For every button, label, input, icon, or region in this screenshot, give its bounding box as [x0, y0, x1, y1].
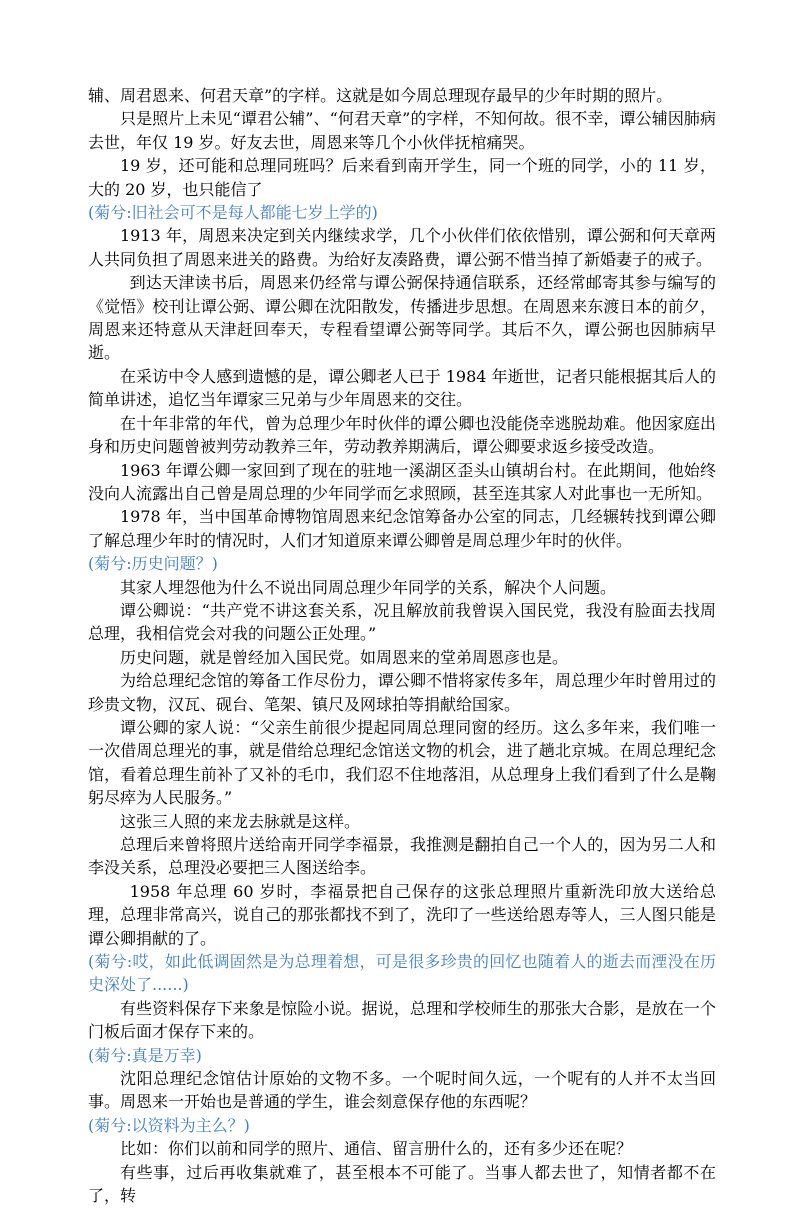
paragraph: 1913 年，周恩来决定到关内继续求学，几个小伙伴们依依惜别，谭公弼和何天章两人共同负担了周恩来进关的路费。为给好友凑路费，谭公弼不惜当掉了新婚妻子的戒子。	[88, 226, 716, 269]
document-body	[88, 84, 716, 1208]
paragraph: 1958 年总理 60 岁时，李福景把自己保存的这张总理照片重新洗印放大送给总理，总理非常高兴，说自己的那张都找不到了，洗印了一些送给恩寿等人，三人图只能是谭公卿捐献的了。	[88, 881, 716, 948]
paragraph: 这张三人照的来龙去脉就是这样。	[120, 811, 361, 831]
paragraph: 在采访中令人感到遗憾的是，谭公卿老人已于 1984 年逝世，记者只能根据其后人的简单讲述，追忆当年谭家三兄弟与少年周恩来的交往。	[88, 366, 716, 410]
paragraph: 谭公卿的家人说：“父亲生前很少提起同周总理同窗的经历。这么多年来，我们唯一一次借周总理光的事，就是借给总理纪念馆送文物的机会，进了趟北京城。在周总理纪念馆，看着总理生前补了又补的毛巾，我们忍不住地落泪，从总理身上我们看到了什么是鞠躬尽瘁为人民服务。”	[88, 717, 716, 808]
paragraph: 1963 年谭公卿一家回到了现在的驻地一溪湖区歪头山镇胡台村。在此期间，他始终没向人流露出自己曾是周总理的少年同学而乞求照顾，甚至连其家人对此事也一无所知。	[88, 460, 716, 503]
paragraph: 辅、周君恩来、何君天章”的字样。这就是如今周总理现存最早的少年时期的照片。	[88, 86, 673, 105]
paragraph: 谭公卿说：“共产党不讲这套关系，况且解放前我曾误入国民党，我没有脸面去找周总理，我相信党会对我的问题公正处理。”	[88, 600, 716, 644]
paragraph: 其家人埋怨他为什么不说出同周总理少年同学的关系，解决个人问题。	[120, 577, 617, 597]
paragraph: 19 岁，还可能和总理同班吗？后来看到南开学生，同一个班的同学，小的 11 岁，大的 20 岁，也只能信了	[88, 156, 716, 199]
annotation-note: (菊兮:旧社会可不是每人都能七岁上学的)	[88, 203, 378, 223]
annotation-note: (菊兮:以资料为主么？)	[88, 1115, 250, 1135]
paragraph: 比如：你们以前和同学的照片、通信、留言册什么的，还有多少还在呢？	[120, 1139, 633, 1159]
paragraph: 历史问题，就是曾经加入国民党。如周恩来的堂弟周恩彦也是。	[120, 647, 569, 667]
annotation-note: (菊兮:历史问题？)	[88, 554, 218, 574]
annotation-note: (菊兮:哎，如此低调固然是为总理着想，可是很多珍贵的回忆也随着人的逝去而湮没在历史深处了......)	[88, 952, 716, 995]
paragraph: 为给总理纪念馆的筹备工作尽份力，谭公卿不惜将家传多年，周总理少年时曾用过的珍贵文物，汉瓦、砚台、笔架、镇尺及网球拍等捐献给国家。	[88, 671, 716, 714]
paragraph: 总理后来曾将照片送给南开同学李福景，我推测是翻拍自己一个人的，因为另二人和李没关系，总理没必要把三人图送给李。	[88, 835, 716, 878]
paragraph: 只是照片上未见“谭君公辅”、“何君天章”的字样，不知何故。很不幸，谭公辅因肺病去世，年仅 19 岁。好友去世，周恩来等几个小伙伴抚棺痛哭。	[88, 109, 716, 152]
paragraph: 在十年非常的年代，曾为总理少年时伙伴的谭公卿也没能侥幸逃脱劫难。他因家庭出身和历史问题曾被判劳动教养三年，劳动教养期满后，谭公卿要求返乡接受改造。	[88, 413, 716, 457]
paragraph: 1978 年，当中国革命博物馆周恩来纪念馆筹备办公室的同志，几经辗转找到谭公卿了解总理少年时的情况时，人们才知道原来谭公卿曾是周总理少年时的伙伴。	[88, 507, 716, 550]
annotation-note: (菊兮:真是万幸)	[88, 1045, 202, 1065]
paragraph: 有些事，过后再收集就难了，甚至根本不可能了。当事人都去世了，知情者都不在了，转	[88, 1162, 716, 1206]
paragraph: 到达天津读书后，周恩来仍经常与谭公弼保持通信联系，还经常邮寄其参与编写的《觉悟》校刊让谭公弼、谭公卿在沈阳散发，传播进步思想。在周恩来东渡日本的前夕，周恩来还特意从天津赶回奉天，专程看望谭公弼等同学。其后不久，谭公弼也因肺病早逝。	[88, 273, 716, 363]
paragraph: 沈阳总理纪念馆估计原始的文物不多。一个呢时间久远，一个呢有的人并不太当回事。周恩来一开始也是普通的学生，谁会刻意保存他的东西呢？	[88, 1069, 716, 1112]
paragraph: 有些资料保存下来象是惊险小说。据说，总理和学校师生的那张大合影，是放在一个门板后面才保存下来的。	[88, 998, 716, 1042]
